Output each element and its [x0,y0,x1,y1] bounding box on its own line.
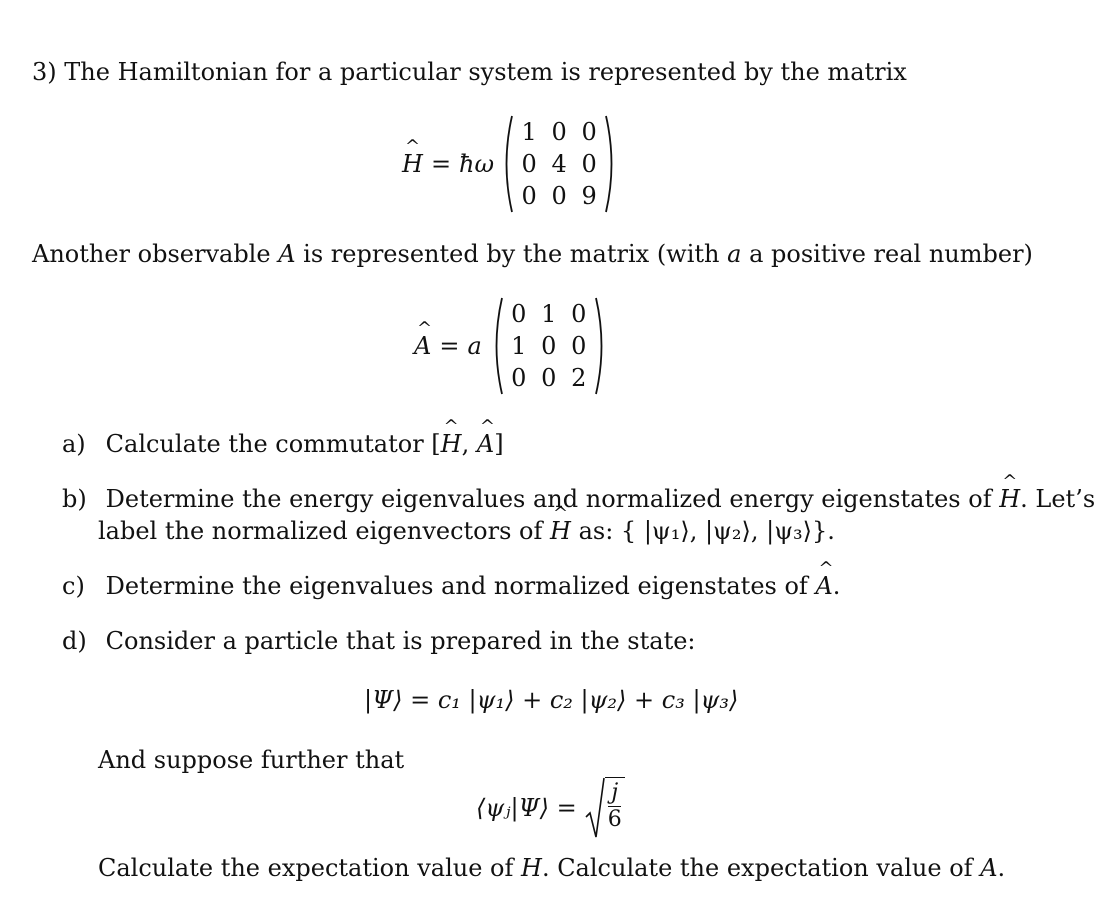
part-b-end-1: . Let’s [1020,485,1095,513]
part-c-text: Determine the eigenvalues and normalized eigenstates of [105,572,816,600]
final-question [98,854,1005,882]
hamiltonian-matrix-grid [514,116,604,212]
matrix-cell: 2 [571,364,587,392]
observable-prefactor: a [467,332,482,360]
observable-intro-text-2: is represented by the matrix (with [295,240,728,268]
part-b-line1 [62,485,1095,513]
final-text-2: . Calculate the expectation value of [541,854,981,882]
part-b-line2 [98,517,835,545]
part-b-text-1: Determine the energy eigenvalues and normalized energy eigenstates of [105,485,1000,513]
suppose-line: And suppose further that [98,746,405,774]
suppose-text [98,746,404,774]
part-d-label: d) [62,627,87,655]
observable-intro-line [32,240,1033,268]
problem-number: 3) [32,58,57,86]
hamiltonian-matrix [500,114,618,214]
part-d-text: Consider a particle that is prepared in the state: [105,627,696,655]
observable-intro-text-3: a positive real number) [741,240,1033,268]
sqrt-expression [585,777,625,839]
observable-equation [414,296,608,396]
final-a: A [980,854,998,882]
right-paren-icon [594,296,608,396]
matrix-cell: 9 [581,182,597,210]
final-text-3: . [997,854,1006,882]
part-b-mid-2: as: [570,517,621,545]
part-a-a: ^ A [477,430,494,458]
matrix-cell: 0 [541,364,557,392]
matrix-cell: 0 [551,182,567,210]
part-b-text-2: label the normalized eigenvectors of [98,517,551,545]
observable-matrix [490,296,608,396]
part-b-h-1: ^ H [999,485,1020,513]
matrix-cell: 0 [511,300,527,328]
overlap-lhs: ⟨ψⱼ|Ψ⟩ = [476,794,577,822]
left-paren-icon [490,296,504,396]
observable-matrix-grid [504,298,594,394]
part-d [62,627,696,655]
overlap-equation [476,776,625,840]
matrix-cell: 0 [581,118,597,146]
state-equation-text: |Ψ⟩ = c₁ |ψ₁⟩ + c₂ |ψ₂⟩ + c₃ |ψ₃⟩ [364,686,739,714]
matrix-cell: 0 [521,182,537,210]
part-a [62,430,504,458]
fraction [608,780,622,833]
part-a-label: a) [62,430,86,458]
matrix-cell: 0 [581,150,597,178]
problem-intro-text: The Hamiltonian for a particular system is represented by the matrix [64,58,907,86]
matrix-cell: 0 [571,332,587,360]
sqrt-radicand [605,777,625,839]
observable-lhs: ^ A [414,332,431,360]
part-a-text: Calculate the commutator [105,430,432,458]
right-paren-icon [604,114,618,214]
fraction-numerator: j [608,780,621,807]
hamiltonian-equation [402,114,618,214]
matrix-cell: 0 [571,300,587,328]
state-equation [364,686,738,714]
part-b-label: b) [62,485,87,513]
part-a-h: ^ H [441,430,462,458]
part-b-h-2: ^ H [550,517,571,545]
matrix-cell: 1 [521,118,537,146]
final-text-1: Calculate the expectation value of [98,854,521,882]
hamiltonian-lhs: ^ H [402,150,423,178]
matrix-cell: 0 [541,332,557,360]
observable-intro-text-1: Another observable [32,240,279,268]
matrix-cell: 1 [541,300,557,328]
final-h: H [521,854,542,882]
sqrt-icon [585,777,605,839]
observable-equals: = [439,332,460,360]
part-a-comma: , [461,430,477,458]
matrix-cell: 4 [551,150,567,178]
part-b-eigenvector-set: { |ψ₁⟩, |ψ₂⟩, |ψ₃⟩}. [620,517,835,545]
left-paren-icon [500,114,514,214]
problem-intro-line [32,58,907,86]
fraction-denominator: 6 [607,807,622,832]
matrix-cell: 0 [521,150,537,178]
part-c-a: ^ A [815,572,832,600]
part-c-end: . [832,572,841,600]
observable-var2: a [727,240,742,268]
part-c-label: c) [62,572,85,600]
part-a-bracket-open: [ [431,430,441,458]
part-a-bracket-close: ] [494,430,504,458]
hamiltonian-prefactor: ħω [459,150,495,178]
observable-var: A [278,240,296,268]
matrix-cell: 0 [511,364,527,392]
hamiltonian-equals: = [430,150,452,178]
matrix-cell: 0 [551,118,567,146]
matrix-cell: 1 [511,332,527,360]
part-c [62,572,840,600]
